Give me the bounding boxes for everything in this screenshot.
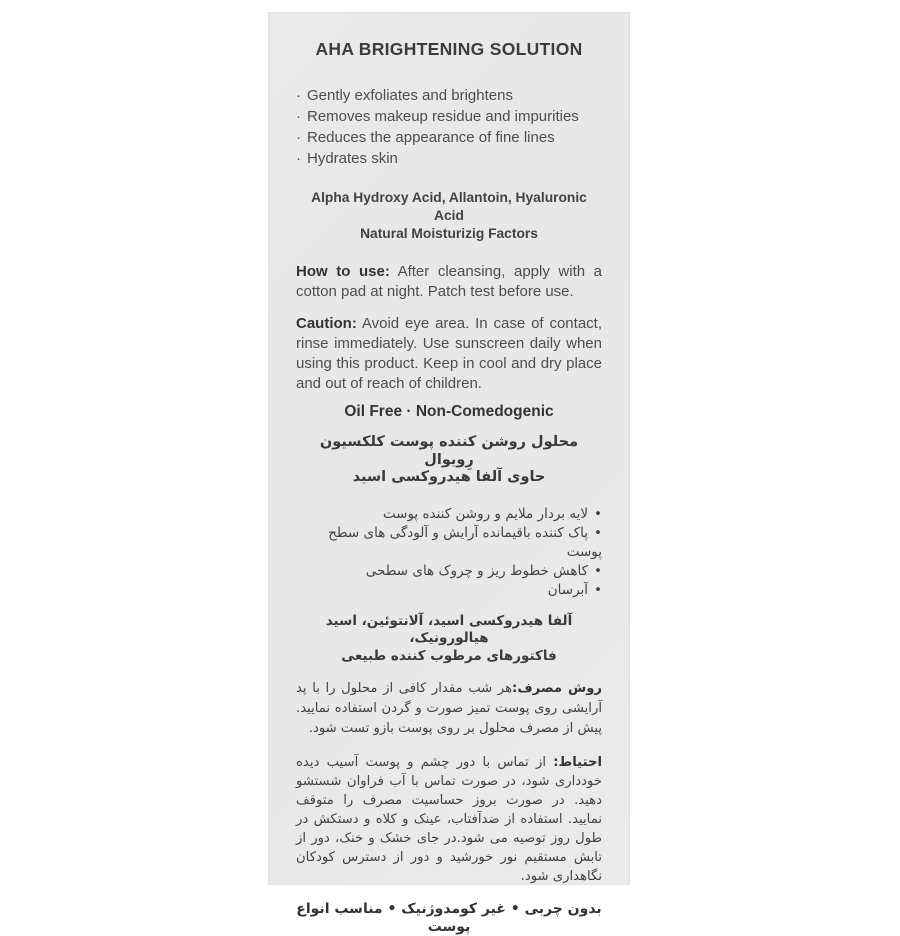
feature-text-fa: لایه بردار ملایم و روشن کننده پوست: [382, 505, 589, 522]
how-to-use-label: How to use:: [296, 263, 390, 280]
feature-text: Hydrates skin: [307, 150, 398, 167]
caution-en: [296, 314, 602, 394]
how-to-use-en: [296, 262, 602, 301]
bullet-icon: ·: [296, 150, 301, 167]
feature-item-fa: [296, 581, 602, 600]
feature-text: Reduces the appearance of fine lines: [307, 129, 555, 146]
bullet-icon: •: [594, 562, 602, 579]
caution-text: Avoid eye area. In case of contact, rinse immediately. Use sunscreen daily when using this product. Keep in cool and dry place and out of reach of children.: [296, 315, 602, 392]
ingredients-en: [296, 189, 602, 243]
bullet-icon: •: [594, 505, 602, 522]
feature-item-fa: [296, 562, 602, 581]
how-to-use-fa: [296, 679, 602, 739]
bullet-icon: •: [594, 581, 602, 598]
feature-text: Gently exfoliates and brightens: [307, 87, 513, 104]
feature-text-fa: آبرسان: [547, 581, 589, 598]
product-title-fa-line1: محلول روشن کننده پوست کلکسیون رِویوال: [319, 434, 579, 468]
caution-fa: [296, 753, 602, 886]
product-box-back-panel: [268, 12, 630, 935]
product-title-fa-line2: حاوی آلفا هیدروکسی اسید: [352, 469, 546, 485]
ingredients-en-line2: Natural Moisturizig Factors: [360, 226, 538, 241]
bullet-icon: ·: [296, 108, 301, 125]
features-list-en: [296, 85, 602, 169]
bullet-icon: ·: [296, 87, 301, 104]
ingredients-fa-line1: آلفا هیدروکسی اسید، آلانتوئین، اسید هیالورونیک،: [325, 612, 573, 646]
caution-label: Caution:: [296, 315, 357, 332]
bullet-icon: •: [594, 524, 602, 541]
feature-text-fa: کاهش خطوط ریز و چروک های سطحی: [365, 562, 589, 579]
badges-en: Oil Free · Non-Comedogenic: [344, 403, 554, 420]
how-to-use-text: After cleansing, apply with a cotton pad at night. Patch test before use.: [296, 263, 603, 300]
caution-fa-text: از تماس با دور چشم و پوست آسیب دیده خودداری شود، در صورت تماس با آب فراوان شستشو دهید. در صورت بروز حساسیت مصرف را متوقف نمایید. استفاده از ضدآفتاب، عینک و کلاه و دستکش در طول روز توصیه می شود.در جای خشک و خنک، دور از تابش مستقیم نور خورشید و دور از دسترس کودکان نگاهداری شود.: [296, 755, 602, 884]
ingredients-fa-line2: فاکتورهای مرطوب کننده طبیعی: [341, 647, 557, 664]
feature-item: [296, 85, 602, 106]
how-to-use-fa-label: روش مصرف:: [512, 681, 602, 696]
feature-item-fa: [296, 505, 602, 524]
ingredients-fa: [296, 613, 602, 666]
caution-fa-label: احتیاط:: [553, 755, 602, 770]
feature-text: Removes makeup residue and impurities: [307, 108, 579, 125]
feature-text-fa: پاک کننده باقیمانده آرایش و آلودگی های سطح پوست: [328, 524, 602, 560]
product-title: AHA BRIGHTENING SOLUTION: [315, 39, 583, 59]
feature-item: [296, 106, 602, 127]
how-to-use-fa-text: هر شب مقدار کافی از محلول را با پد آرایشی روی پوست تمیز صورت و گردن استفاده نمایید. پیش از مصرف محلول بر روی پوست بازو تست شود.: [296, 681, 602, 736]
feature-item: [296, 127, 602, 148]
feature-item-fa: [296, 524, 602, 562]
badges-fa: بدون چربی • غیر کومدوژنیک • مناسب انواع پوست: [296, 901, 602, 935]
features-list-fa: [296, 505, 602, 600]
ingredients-en-line1: Alpha Hydroxy Acid, Allantoin, Hyaluronic Acid: [311, 190, 587, 223]
bullet-icon: ·: [296, 129, 301, 146]
feature-item: [296, 148, 602, 169]
product-title-fa: [296, 434, 602, 487]
